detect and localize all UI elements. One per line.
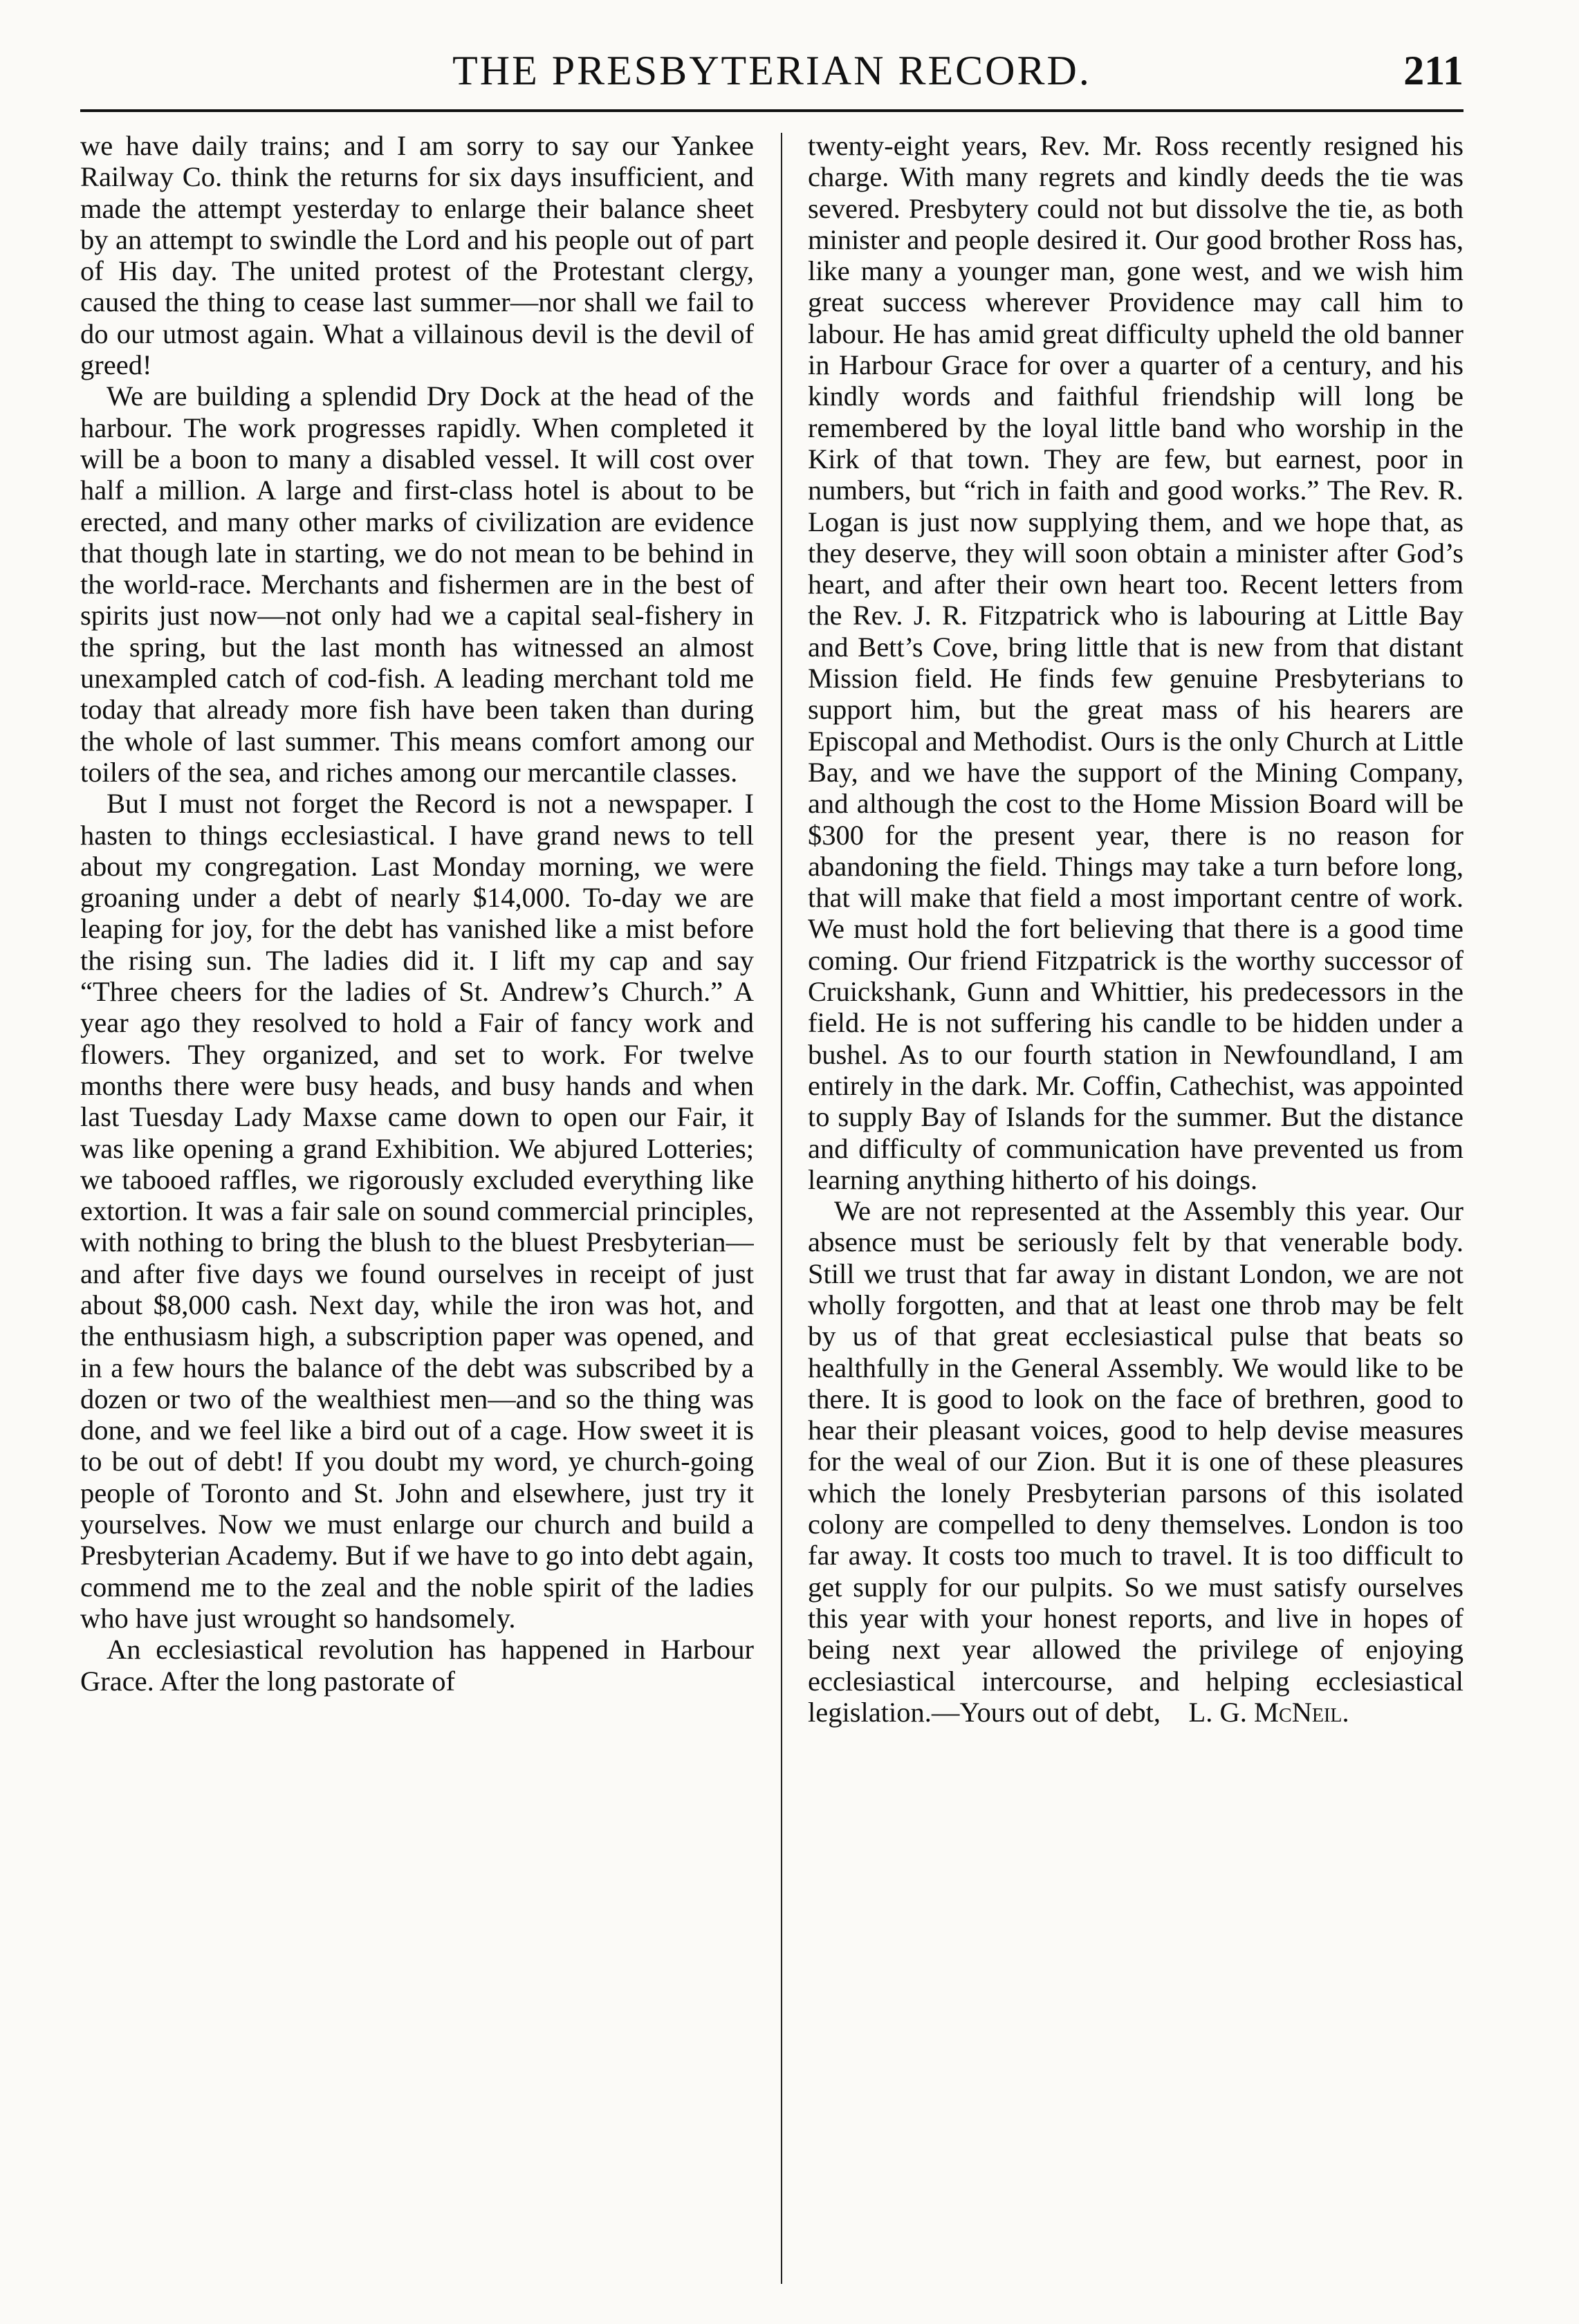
paragraph: But I must not forget the Record is not a newspaper. I hasten to things ecclesiastical. I have grand news to tell about my congregation. Last Monday morning, we were groaning under a debt of nearly $14,000. To-day we are leaping for joy, for the debt has vanished like a mist before the rising sun. The ladies did it. I lift my cap and say “Three cheers for the ladies of St. Andrew’s Church.” A year ago they resolved to hold a Fair of fancy work and flowers. They organized, and set to work. For twelve months there were busy heads, and busy hands and when last Tuesday Lady Maxse came down to open our Fair, it was like opening a grand Exhibition. We abjured Lotteries; we tabooed raffles, we rigorously excluded everything like extortion. It was a fair sale on sound commercial principles, with nothing to bring the blush to the bluest Presbyterian—and after five days we found ourselves in receipt of just about $8,000 cash. Next day, while the iron was hot, and the enthusiasm high, a subscription paper was opened, and in a few hours the balance of the debt was subscribed by a dozen or two of the wealthiest men—and so the thing was done, and we feel like a bird out of a cage. How sweet it is to be out of debt! If you doubt my word, ye church-going people of Toronto and St. John and elsewhere, just try it yourselves. Now we must enlarge our church and build a Presbyterian Academy. But if we have to go into debt again, commend me to the zeal and the noble spirit of the ladies who have just wrought so handsomely. xyxy=(80,788,754,1634)
right-column xyxy=(808,130,1463,2288)
page-number: 211 xyxy=(1403,48,1463,93)
header-rule xyxy=(80,109,1463,112)
left-column xyxy=(80,130,754,2288)
paragraph: twenty-eight years, Rev. Mr. Ross recently resigned his charge. With many regrets and kindly deeds the tie was severed. Presbytery could not but dissolve the tie, as both minister and people desired it. Our good brother Ross has, like many a younger man, gone west, and we wish him great success wherever Providence may call him to labour. He has amid great difficulty upheld the old banner in Harbour Grace for over a quarter of a century, and his kindly words and faithful friendship will long be remembered by the loyal little band who worship in the Kirk of that town. They are few, but earnest, poor in numbers, but “rich in faith and good works.” The Rev. R. Logan is just now supplying them, and we hope that, as they deserve, they will soon obtain a minister after God’s heart, and after their own heart too. Recent letters from the Rev. J. R. Fitzpatrick who is labouring at Little Bay and Bett’s Cove, bring little that is new from that distant Mission field. He finds few genuine Presbyterians to support him, but the great mass of his hearers are Episcopal and Methodist. Ours is the only Church at Little Bay, and we have the support of the Mining Company, and although the cost to the Home Mission Board will be $300 for the present year, there is no reason for abandoning the field. Things may take a turn before long, that will make that field a most important centre of work. We must hold the fort believing that there is a good time coming. Our friend Fitzpatrick is the worthy successor of Cruickshank, Gunn and Whittier, his predecessors in the field. He is not suffering his candle to be hidden under a bushel. As to our fourth station in Newfoundland, I am entirely in the dark. Mr. Coffin, Cathechist, was appointed to supply Bay of Islands for the summer. But the distance and difficulty of communication have prevented us from learning anything hitherto of his doings. xyxy=(808,130,1463,1195)
paragraph: We are building a splendid Dry Dock at the head of the harbour. The work progresses rapidly. When completed it will be a boon to many a disabled vessel. It will cost over half a million. A large and first-class hotel is about to be erected, and many other marks of civilization are evidence that though late in starting, we do not mean to be behind in the world-race. Merchants and fishermen are in the best of spirits just now—not only had we a capital seal-fishery in the spring, but the last month has witnessed an almost unexampled catch of cod-fish. A leading merchant told me today that already more fish have been taken than during the whole of last summer. This means comfort among our toilers of the sea, and riches among our mercantile classes. xyxy=(80,380,754,788)
paragraph: we have daily trains; and I am sorry to say our Yankee Railway Co. think the returns for six days insufficient, and made the attempt yesterday to enlarge their balance sheet by an attempt to swindle the Lord and his people out of part of His day. The united protest of the Protestant clergy, caused the thing to cease last summer—nor shall we fail to do our utmost again. What a villainous devil is the devil of greed! xyxy=(80,130,754,381)
paragraph: An ecclesiastical revolution has happened in Harbour Grace. After the long pastorate of xyxy=(80,1634,754,1697)
page-header xyxy=(80,43,1463,105)
journal-title: THE PRESBYTERIAN RECORD. xyxy=(452,48,1091,93)
signature: L. G. McNeil. xyxy=(1188,1696,1349,1728)
paragraph-text: We are not represented at the Assembly this year. Our absence must be seriously felt by that venerable body. Still we trust that far away in distant London, we are not wholly forgotten, and that at least one throb may be felt by us of that great ecclesiastical pulse that beats so healthfully in the General Assembly. We would like to be there. It is good to look on the face of brethren, good to hear their pleasant voices, good to help devise measures for the weal of our Zion. But it is one of these pleasures which the lonely Presbyterian parsons of this isolated colony are compelled to deny themselves. London is too far away. It costs too much to travel. It is too difficult to get supply for our pulpits. So we must satisfy ourselves this year with your honest reports, and live in hopes of being next year allowed the privilege of enjoying ecclesiastical intercourse, and helping ecclesiastical legislation.—Yours out of debt, xyxy=(808,1195,1463,1728)
paragraph xyxy=(808,1195,1463,1728)
column-divider xyxy=(781,133,782,2284)
